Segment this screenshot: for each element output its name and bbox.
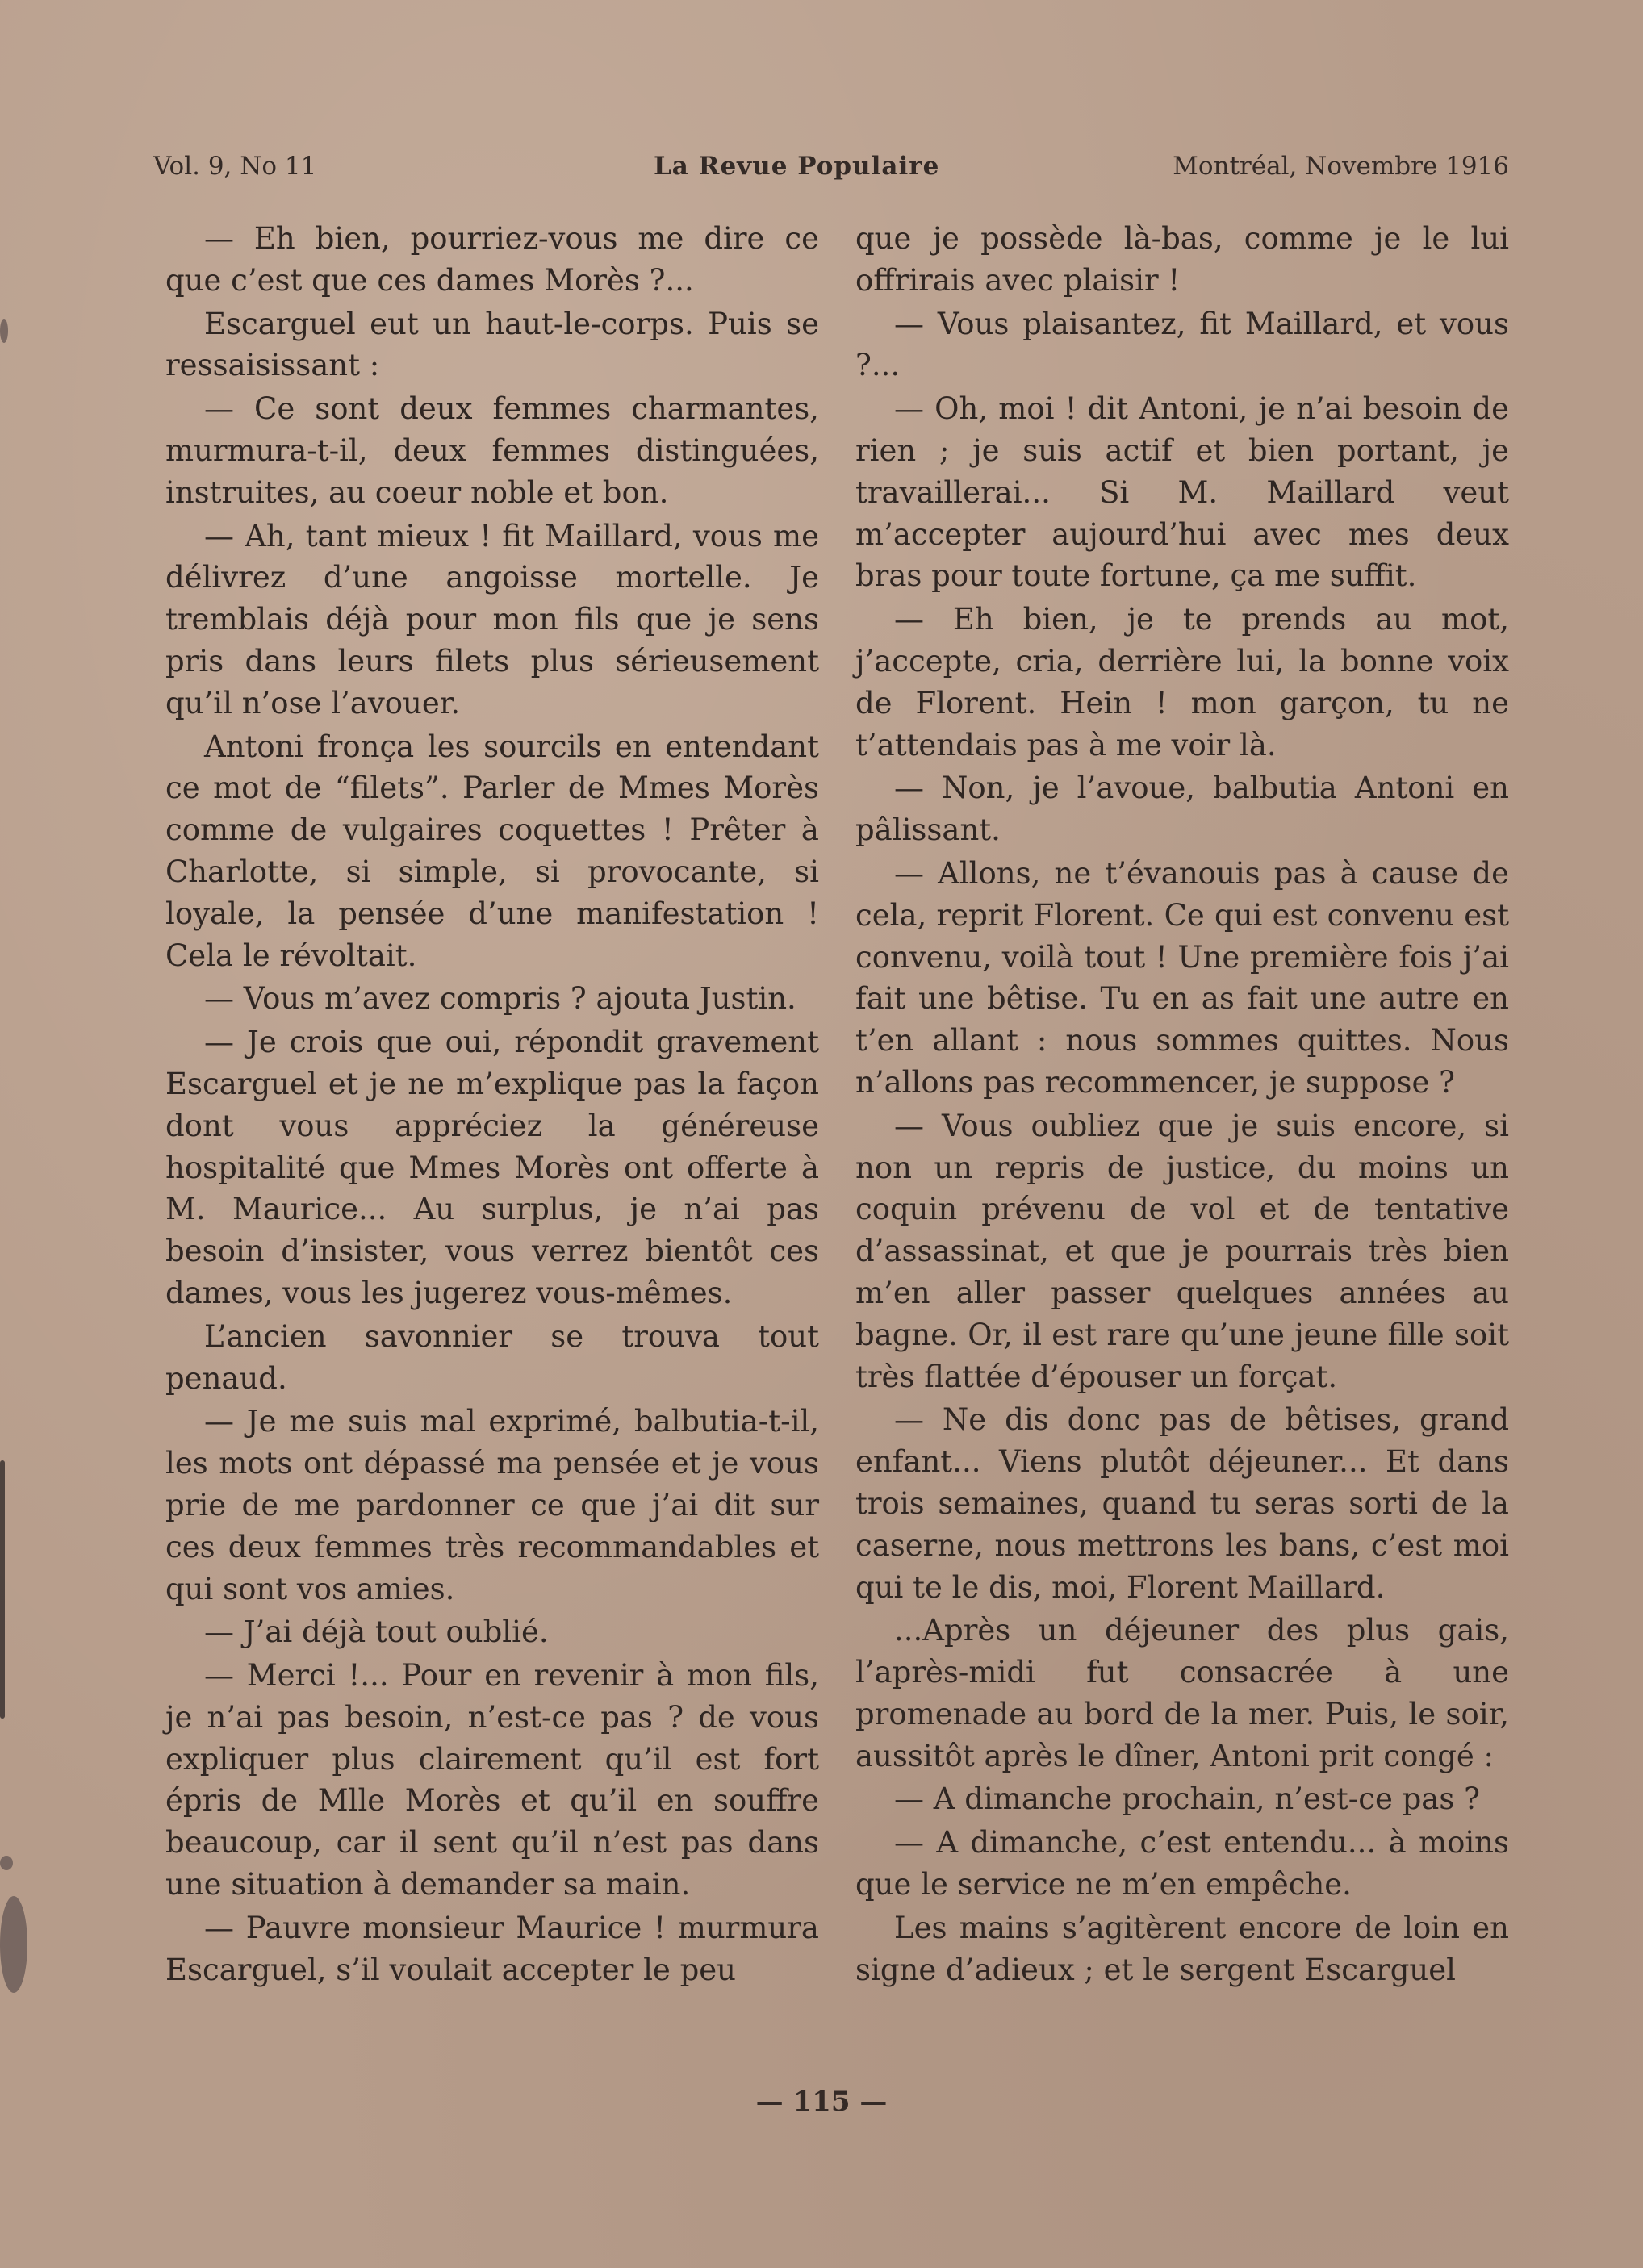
margin-stain [0, 1460, 5, 1719]
paragraph-continued: que je possède là-bas, comme je le lui offrirais avec plaisir ! [855, 221, 1509, 298]
paragraph: — Allons, ne t’évanouis pas à cause de cela, reprit Florent. Ce qui est convenu est convenu, voilà tout ! Une première fois j’ai fait une bêtise. Tu en as fait une autre en t’en allant : nous sommes quittes. Nous n’allons pas recommencer, je suppose ? [855, 855, 1509, 1100]
paragraph: — A dimanche, c’est entendu... à moins que le service ne m’en empêche. [855, 1825, 1509, 1903]
page-number: — 115 — [755, 2086, 888, 2118]
paragraph: — Pauvre monsieur Maurice ! murmura Escarguel, s’il voulait accepter le peu [165, 1910, 819, 1987]
paragraph: L’ancien savonnier se trouva tout penaud. [165, 1318, 819, 1396]
margin-stain [0, 319, 8, 343]
paragraph: — Je crois que oui, répondit gravement Escarguel et je ne m’explique pas la façon dont vous appréciez la généreuse hospitalité que Mmes Morès ont offerte à M. Maurice... Au surplus, je n’ai pas besoin d’insister, vous verrez bientôt ces dames, vous les jugerez vous-mêmes. [165, 1025, 819, 1310]
paragraph: — Vous oubliez que je suis encore, si non un repris de justice, du moins un coquin prévenu de vol et de tentative d’assassinat, et que je pourrais très bien m’en aller passer quelques années au bagne. Or, il est rare qu’une jeune fille soit très flattée d’épouser un forçat. [855, 1108, 1509, 1394]
paragraph: Antoni fronça les sourcils en entendant ce mot de “filets”. Parler de Mmes Morès comme de vulgaires coquettes ! Prêter à Charlotte, si simple, si provocante, si loyale, la pensée d’une manifestation ! Cela le révoltait. [165, 729, 819, 973]
paragraph: — Merci !... Pour en revenir à mon fils, je n’ai pas besoin, n’est-ce pas ? de vous expliquer plus clairement qu’il est fort épris de Mlle Morès et qu’il en souffre beaucoup, car il sent qu’il n’est pas dans une situation à demander sa main. [165, 1658, 819, 1903]
paragraph: ...Après un déjeuner des plus gais, l’après-midi fut consacrée à une promenade au bord de la mer. Puis, le soir, aussitôt après le dîner, Antoni prit congé : [855, 1613, 1509, 1773]
running-header [153, 152, 1509, 187]
paragraph: — Ah, tant mieux ! fit Maillard, vous me délivrez d’une angoisse mortelle. Je tremblais déjà pour mon fils que je sens pris dans leurs filets plus sérieusement qu’il n’ose l’avouer. [165, 518, 819, 720]
paragraph: — Oh, moi ! dit Antoni, je n’ai besoin de rien ; je suis actif et bien portant, je travaillerai... Si M. Maillard veut m’accepter aujourd’hui avec mes deux bras pour toute fortune, ça me suffit. [855, 391, 1509, 594]
left-column [165, 218, 819, 1992]
paragraph: — Eh bien, pourriez-vous me dire ce que c’est que ces dames Morès ?... [165, 221, 819, 298]
margin-stain [0, 1896, 27, 1993]
paragraph: — Vous plaisantez, fit Maillard, et vous ?... [855, 306, 1509, 383]
paragraph: Les mains s’agitèrent encore de loin en signe d’adieux ; et le sergent Escarguel [855, 1910, 1509, 1987]
volume-number: Vol. 9, No 11 [153, 152, 317, 181]
paragraph: — Ce sont deux femmes charmantes, murmura-t-il, deux femmes distinguées, instruites, au coeur noble et bon. [165, 391, 819, 510]
paragraph: — A dimanche prochain, n’est-ce pas ? [894, 1781, 1480, 1817]
publication-title: La Revue Populaire [654, 152, 940, 181]
paragraph: Escarguel eut un haut-le-corps. Puis se ressaisissant : [165, 306, 819, 383]
paragraph: — Ne dis donc pas de bêtises, grand enfant... Viens plutôt déjeuner... Et dans trois semaines, quand tu seras sorti de la caserne, nous mettrons les bans, c’est moi qui te le dis, moi, Florent Maillard. [855, 1402, 1509, 1605]
paragraph: — Je me suis mal exprimé, balbutia-t-il, les mots ont dépassé ma pensée et je vous prie de me pardonner ce que j’ai dit sur ces deux femmes très recommandables et qui sont vos amies. [165, 1404, 819, 1606]
paragraph: — J’ai déjà tout oublié. [204, 1614, 549, 1650]
right-column [855, 218, 1509, 1992]
paragraph: — Eh bien, je te prends au mot, j’accepte, cria, derrière lui, la bonne voix de Florent. Hein ! mon garçon, tu ne t’attendais pas à me voir là. [855, 602, 1509, 762]
paragraph: — Non, je l’avoue, balbutia Antoni en pâlissant. [855, 771, 1509, 848]
margin-stain [0, 1856, 13, 1870]
paragraph: — Vous m’avez compris ? ajouta Justin. [204, 981, 796, 1017]
place-and-date: Montréal, Novembre 1916 [1173, 152, 1509, 181]
